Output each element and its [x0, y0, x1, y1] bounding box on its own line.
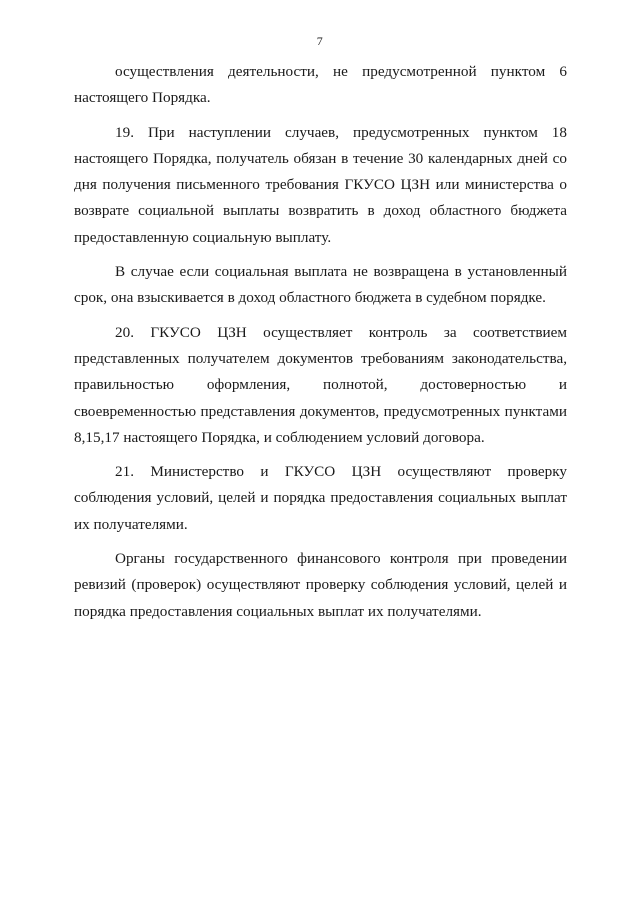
paragraph-19: 19. При наступлении случаев, предусмотренных пунктом 18 настоящего Порядка, получатель обязан в течение 30 календарных дней со дня получения письменного требования ГКУСО ЦЗН или министерства о возврате социальной выплаты возвратить в доход областного бюджета предоставленную социальную выплату.: [74, 123, 567, 246]
paragraph-19-return: В случае если социальная выплата не возвращена в установленный срок, она взыскивается в доход областного бюджета в судебном порядке.: [74, 263, 567, 307]
paragraph-21-audit: Органы государственного финансового контроля при проведении ревизий (проверок) осуществляют проверку соблюдения условий, целей и порядка предоставления социальных выплат их получателями.: [74, 550, 567, 620]
document-body: [74, 59, 567, 633]
paragraph-continuation: осуществления деятельности, не предусмотренной пунктом 6 настоящего Порядка.: [74, 63, 567, 107]
page-number: 7: [316, 34, 324, 48]
paragraph-21: 21. Министерство и ГКУСО ЦЗН осуществляют проверку соблюдения условий, целей и порядка предоставления социальных выплат их получателями.: [74, 463, 567, 533]
paragraph-20: 20. ГКУСО ЦЗН осуществляет контроль за соответствием представленных получателем документов требованиям законодательства, правильностью оформления, полнотой, достоверностью и своевременностью представления документов, предусмотренных пунктами 8,15,17 настоящего Порядка, и соблюдением условий договора.: [74, 323, 567, 446]
